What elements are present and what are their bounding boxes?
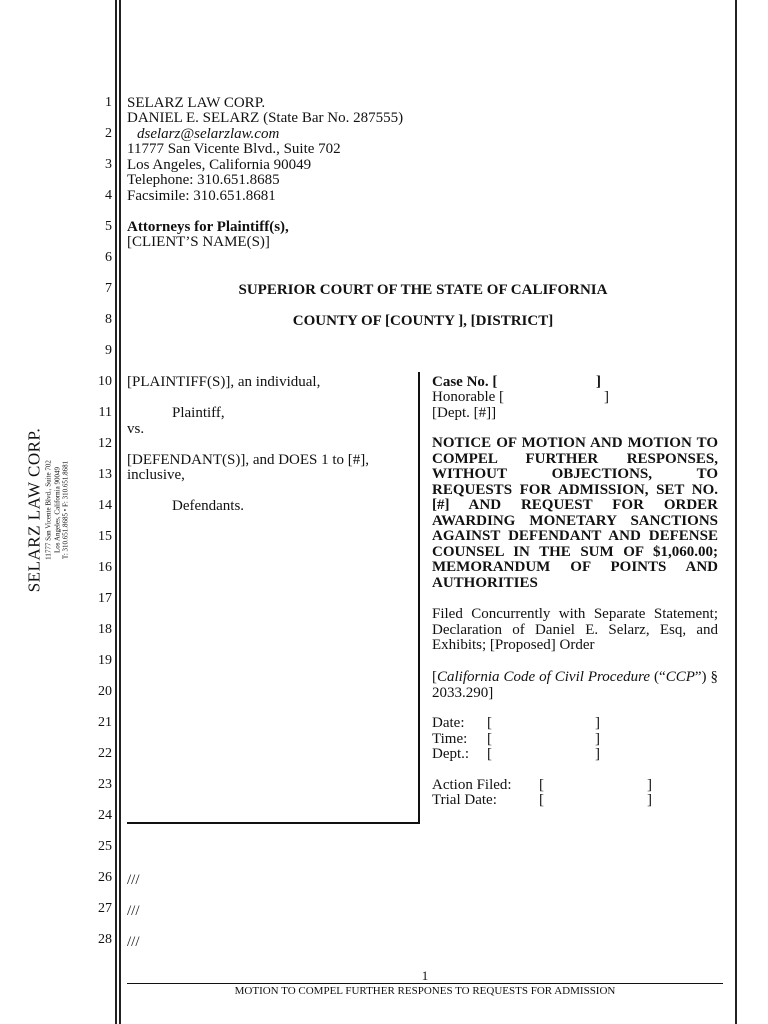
- line-number: 6: [105, 250, 112, 265]
- line-number: 24: [98, 808, 112, 823]
- code-open-bracket: [: [432, 669, 437, 685]
- line-number: 11: [98, 405, 112, 420]
- line-number: 10: [98, 374, 112, 389]
- code-name: California Code of Civil Procedure: [437, 669, 651, 685]
- line-number: 27: [98, 901, 112, 916]
- sidebar-phones: T: 310.651.8685 • F: 310.651.8681: [61, 460, 70, 560]
- line-number: 15: [98, 529, 112, 544]
- dept-number: [Dept. [#]]: [432, 405, 497, 421]
- code-citation: [432, 670, 718, 701]
- caption-divider-horizontal: [127, 822, 420, 824]
- hearing-date-open: [: [487, 715, 492, 731]
- line-number: 9: [105, 343, 112, 358]
- caption-divider-vertical: [418, 372, 420, 824]
- action-filed-close: ]: [647, 777, 652, 793]
- sidebar-firm-name: SELARZ LAW CORP.: [24, 427, 44, 593]
- line-number: 20: [98, 684, 112, 699]
- line-number: 18: [98, 622, 112, 637]
- hearing-time-close: ]: [595, 731, 600, 747]
- line-number: 5: [105, 219, 112, 234]
- attorneys-for-label: Attorneys for Plaintiff(s),: [127, 219, 289, 235]
- left-margin-rule-2: [119, 0, 121, 1024]
- motion-title: NOTICE OF MOTION AND MOTION TO COMPEL FURTHER RESPONSES, WITHOUT OBJECTIONS, TO REQUESTS FOR ADMISSION, SET NO. [#] AND REQUEST FOR ORDER AWARDING MONETARY SANCTIONS AGAINST DEFENDANT AND DEFENSE COUNSEL IN THE SUM OF $1,060.00; MEMORANDUM OF POINTS AND AUTHORITIES: [432, 435, 718, 591]
- left-margin-rule-1: [115, 0, 117, 1024]
- page-number: 1: [421, 968, 429, 983]
- line-number: 23: [98, 777, 112, 792]
- hearing-time-label: Time:: [432, 731, 468, 747]
- line-number: 4: [105, 188, 112, 203]
- firm-telephone: Telephone: 310.651.8685: [127, 172, 280, 188]
- line-number: 13: [98, 467, 112, 482]
- line-number: 3: [105, 157, 112, 172]
- plaintiff-role: Plaintiff,: [172, 405, 225, 421]
- line-number: 22: [98, 746, 112, 761]
- filed-concurrently: Filed Concurrently with Separate Statement; Declaration of Daniel E. Selarz, Esq, and Exhibits; [Proposed] Order: [432, 606, 718, 653]
- trial-date-label: Trial Date:: [432, 792, 497, 808]
- line-number: 12: [98, 436, 112, 451]
- hearing-date-close: ]: [595, 715, 600, 731]
- sidebar-address: 11777 San Vicente Blvd., Suite 702: [44, 460, 53, 560]
- honorable-close: ]: [604, 389, 609, 405]
- line-number: 17: [98, 591, 112, 606]
- line-number: 21: [98, 715, 112, 730]
- client-name: [CLIENT’S NAME(S)]: [127, 234, 270, 250]
- defendant-role: Defendants.: [172, 498, 245, 514]
- code-abbrev: CCP: [665, 669, 695, 685]
- case-number-label: Case No. [: [432, 374, 498, 390]
- firm-name: SELARZ LAW CORP.: [127, 95, 266, 111]
- action-filed-open: [: [539, 777, 544, 793]
- line-number: 2: [105, 126, 112, 141]
- footer-title: MOTION TO COMPEL FURTHER RESPONES TO REQUESTS FOR ADMISSION: [234, 985, 616, 997]
- hearing-dept-open: [: [487, 746, 492, 762]
- firm-facsimile: Facsimile: 310.651.8681: [127, 188, 276, 204]
- firm-city: Los Angeles, California 90049: [127, 157, 312, 173]
- right-margin-rule: [735, 0, 737, 1024]
- code-paren-open: (“: [654, 669, 666, 685]
- attorney-email: dselarz@selarzlaw.com: [137, 126, 280, 142]
- plaintiff-name: [PLAINTIFF(S)], an individual,: [127, 374, 321, 390]
- court-name: SUPERIOR COURT OF THE STATE OF CALIFORNIA: [238, 282, 608, 298]
- line-number: 26: [98, 870, 112, 885]
- line-number: 7: [105, 281, 112, 296]
- continuation-slashes: ///: [127, 872, 140, 888]
- case-number-close: ]: [596, 374, 601, 390]
- defendant-inclusive: inclusive,: [127, 467, 185, 483]
- footer-rule: [127, 983, 723, 984]
- versus-label: vs.: [127, 421, 145, 437]
- action-filed-label: Action Filed:: [432, 777, 512, 793]
- line-number: 8: [105, 312, 112, 327]
- code-section: ”) § 2033.290]: [432, 669, 718, 701]
- line-number: 28: [98, 932, 112, 947]
- sidebar-city: Los Angeles, California 90049: [52, 467, 61, 553]
- line-number: 19: [98, 653, 112, 668]
- hearing-date-label: Date:: [432, 715, 465, 731]
- honorable-label: Honorable [: [432, 389, 505, 405]
- line-number: 14: [98, 498, 112, 513]
- line-number: 25: [98, 839, 112, 854]
- continuation-slashes: ///: [127, 934, 140, 950]
- firm-street: 11777 San Vicente Blvd., Suite 702: [127, 141, 341, 157]
- line-number: 16: [98, 560, 112, 575]
- hearing-dept-close: ]: [595, 746, 600, 762]
- continuation-slashes: ///: [127, 903, 140, 919]
- trial-date-open: [: [539, 792, 544, 808]
- hearing-dept-label: Dept.:: [432, 746, 470, 762]
- defendant-name: [DEFENDANT(S)], and DOES 1 to [#],: [127, 452, 370, 468]
- trial-date-close: ]: [647, 792, 652, 808]
- hearing-time-open: [: [487, 731, 492, 747]
- line-number: 1: [105, 95, 112, 110]
- court-county: COUNTY OF [COUNTY ], [DISTRICT]: [292, 313, 554, 329]
- attorney-name: DANIEL E. SELARZ (State Bar No. 287555): [127, 110, 404, 126]
